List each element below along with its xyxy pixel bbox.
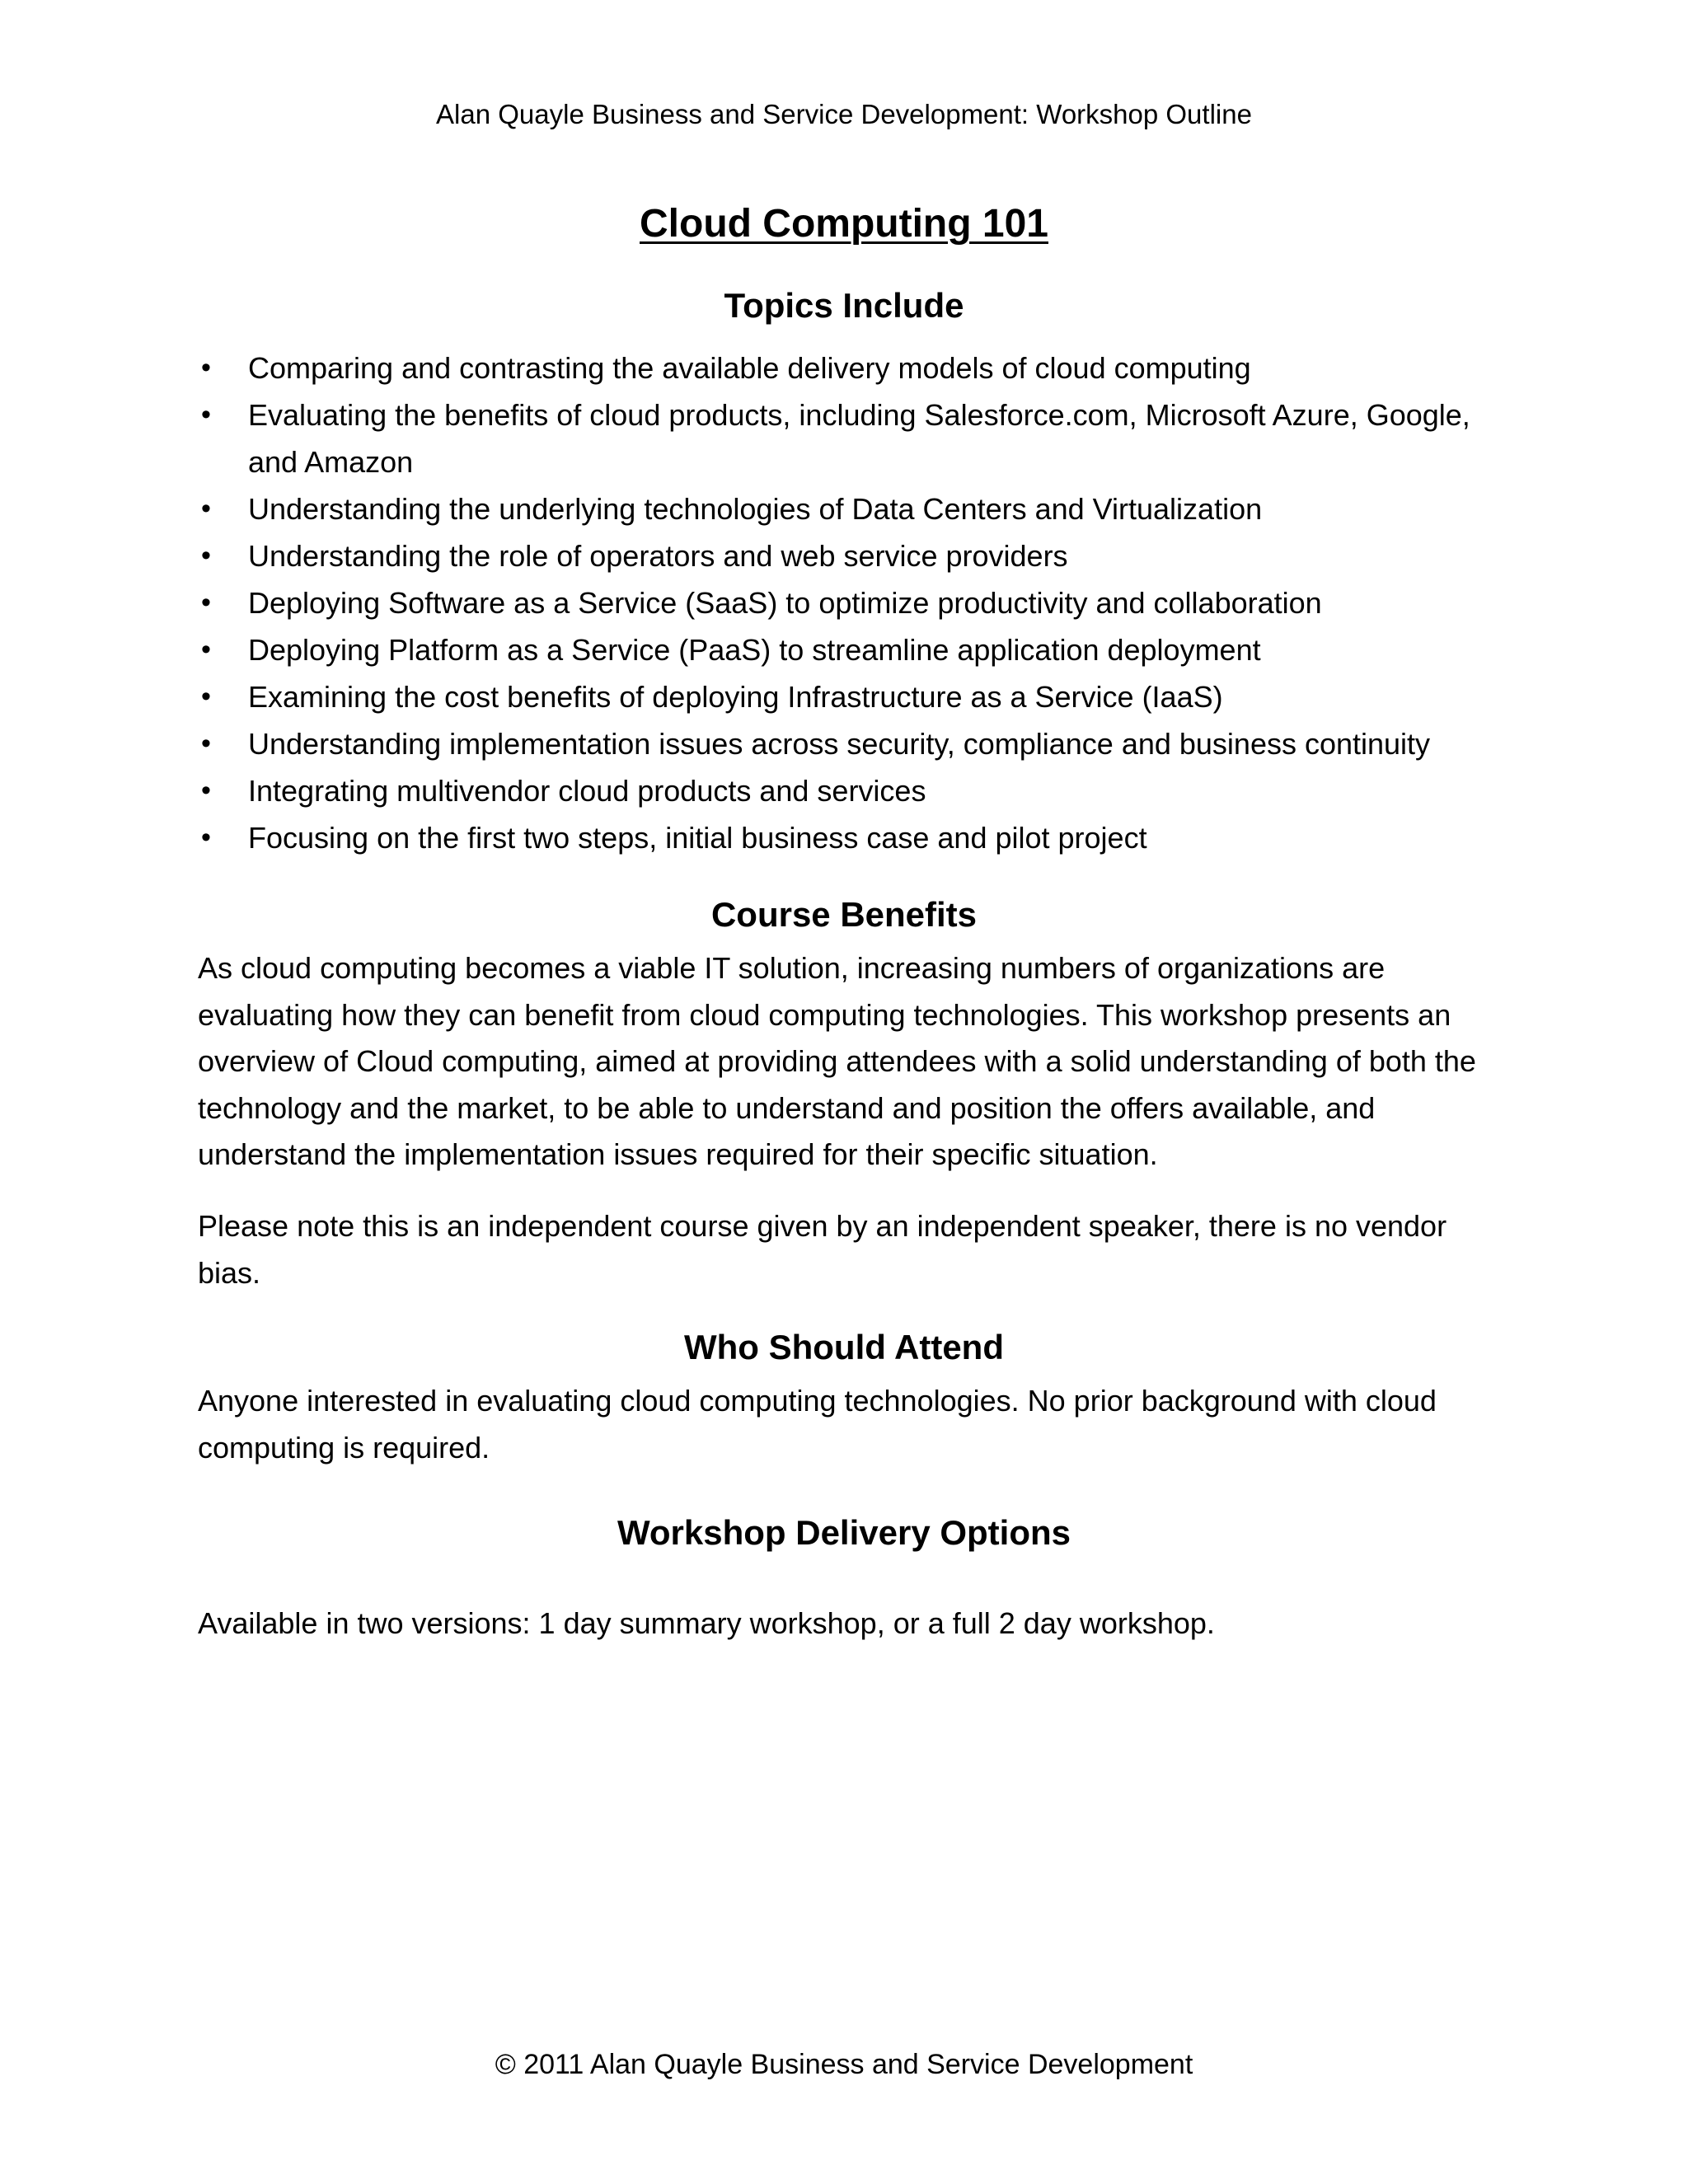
bullet-icon: • (201, 493, 211, 524)
list-item-text: Focusing on the first two steps, initial business case and pilot project (248, 821, 1147, 855)
list-item (198, 579, 1517, 626)
bullet-icon: • (201, 634, 211, 665)
list-item-text: Evaluating the benefits of cloud products, including Salesforce.com, Microsoft Azure, Google, and Amazon (248, 398, 1470, 479)
bullet-icon: • (201, 822, 211, 853)
who-should-attend-text: Anyone interested in evaluating cloud computing technologies. No prior background with cloud computing is required. (198, 1384, 1437, 1465)
course-benefits-paragraph: As cloud computing becomes a viable IT solution, increasing numbers of organizations are evaluating how they can benefit from cloud computing technologies. This workshop presents an overview of Cloud computing, aimed at providing attendees with a solid understanding of both the technology and the market, to be able to understand and position the offers available, and understand the implementation issues required for their specific situation. (198, 951, 1476, 1171)
bullet-icon: • (201, 775, 211, 806)
list-item (198, 485, 1517, 532)
bullet-icon: • (201, 352, 211, 383)
delivery-options-heading: Workshop Delivery Options (617, 1513, 1071, 1552)
vendor-bias-note: Please note this is an independent course given by an independent speaker, there is no vendor bias. (198, 1209, 1447, 1290)
bullet-icon: • (201, 681, 211, 712)
course-benefits-heading: Course Benefits (710, 895, 978, 934)
list-item-text: Understanding implementation issues across security, compliance and business continuity (248, 727, 1431, 761)
list-item-text: Examining the cost benefits of deploying Infrastructure as a Service (IaaS) (248, 680, 1223, 714)
list-item-text: Deploying Software as a Service (SaaS) to optimize productivity and collaboration (248, 586, 1322, 620)
bullet-icon: • (201, 587, 211, 618)
list-item-text: Understanding the role of operators and web service providers (248, 539, 1068, 573)
list-item (198, 344, 1517, 391)
page-footer: © 2011 Alan Quayle Business and Service Development (495, 2049, 1193, 2080)
list-item-text: Comparing and contrasting the available delivery models of cloud computing (248, 351, 1251, 385)
list-item-text: Integrating multivendor cloud products and services (248, 774, 926, 808)
delivery-options-text: Available in two versions: 1 day summary workshop, or a full 2 day workshop. (198, 1606, 1215, 1640)
list-item (198, 626, 1517, 673)
list-item (198, 767, 1517, 814)
list-item (198, 532, 1517, 579)
list-item (198, 673, 1517, 720)
who-should-attend-heading: Who Should Attend (683, 1328, 1004, 1366)
list-item-text: Understanding the underlying technologies of Data Centers and Virtualization (248, 492, 1263, 526)
bullet-icon: • (201, 540, 211, 571)
document-title: Cloud Computing 101 (640, 202, 1048, 246)
list-item-text: Deploying Platform as a Service (PaaS) to streamline application deployment (248, 633, 1261, 667)
list-item (198, 720, 1517, 767)
topics-list (198, 344, 1517, 861)
bullet-icon: • (201, 399, 211, 430)
list-item (198, 391, 1517, 485)
list-item (198, 814, 1517, 861)
page-header: Alan Quayle Business and Service Development: Workshop Outline (436, 99, 1252, 129)
bullet-icon: • (201, 728, 211, 759)
topics-heading: Topics Include (724, 286, 964, 325)
